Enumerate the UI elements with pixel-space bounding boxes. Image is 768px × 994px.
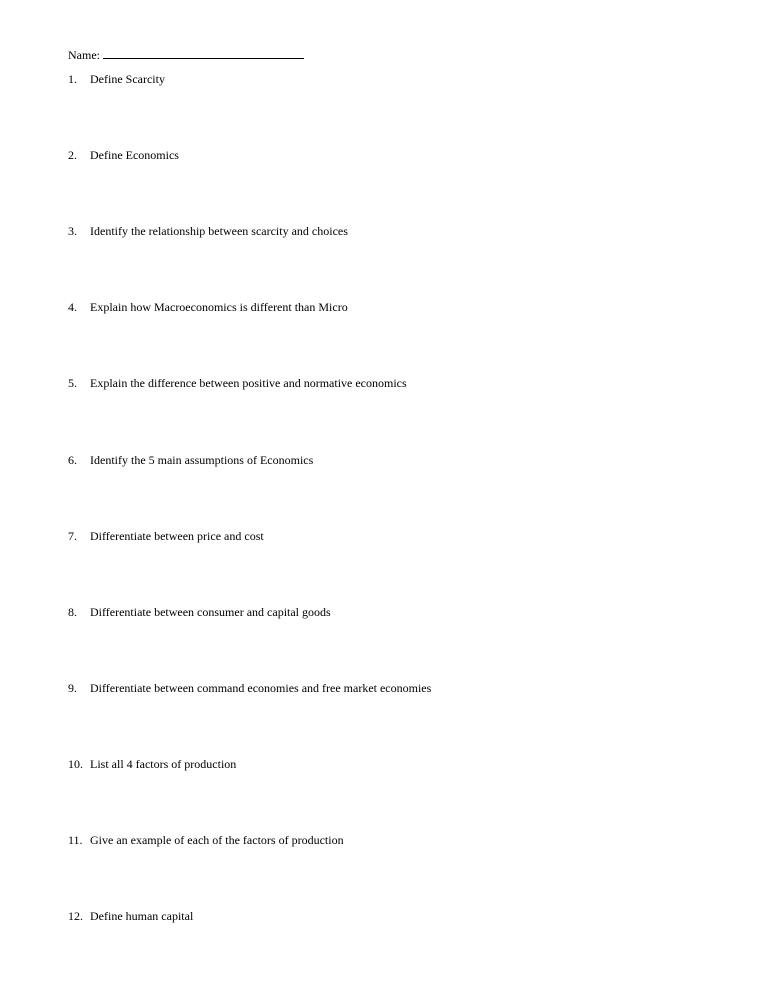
question-text: Define human capital bbox=[90, 909, 194, 923]
question-text: Define Economics bbox=[90, 148, 179, 162]
question-item bbox=[68, 376, 407, 390]
question-text: Differentiate between price and cost bbox=[90, 529, 264, 543]
question-item bbox=[68, 605, 331, 619]
question-number: 10. bbox=[68, 757, 83, 771]
question-item bbox=[68, 300, 348, 314]
name-label: Name: bbox=[68, 48, 100, 62]
question-item bbox=[68, 909, 193, 923]
question-item bbox=[68, 681, 431, 695]
question-number: 6. bbox=[68, 453, 77, 467]
question-text: Identify the relationship between scarcity and choices bbox=[90, 224, 348, 238]
question-number: 7. bbox=[68, 529, 77, 543]
question-text: List all 4 factors of production bbox=[90, 757, 237, 771]
question-text: Explain the difference between positive and normative economics bbox=[90, 376, 407, 390]
question-text: Give an example of each of the factors of production bbox=[90, 833, 344, 847]
question-number: 11. bbox=[68, 833, 83, 847]
question-text: Identify the 5 main assumptions of Economics bbox=[90, 453, 314, 467]
question-number: 5. bbox=[68, 376, 77, 390]
question-text: Define Scarcity bbox=[90, 72, 165, 86]
question-item bbox=[68, 529, 264, 543]
question-number: 9. bbox=[68, 681, 77, 695]
question-item bbox=[68, 72, 165, 86]
question-item bbox=[68, 757, 236, 771]
question-number: 2. bbox=[68, 148, 77, 162]
question-item bbox=[68, 148, 179, 162]
question-number: 1. bbox=[68, 72, 77, 86]
question-item bbox=[68, 453, 313, 467]
question-number: 12. bbox=[68, 909, 83, 923]
question-number: 4. bbox=[68, 300, 77, 314]
question-text: Differentiate between command economies and free market economies bbox=[90, 681, 432, 695]
question-number: 3. bbox=[68, 224, 77, 238]
question-number: 8. bbox=[68, 605, 77, 619]
question-item bbox=[68, 224, 348, 238]
question-text: Differentiate between consumer and capital goods bbox=[90, 605, 331, 619]
question-text: Explain how Macroeconomics is different than Micro bbox=[90, 300, 348, 314]
question-item bbox=[68, 833, 344, 847]
